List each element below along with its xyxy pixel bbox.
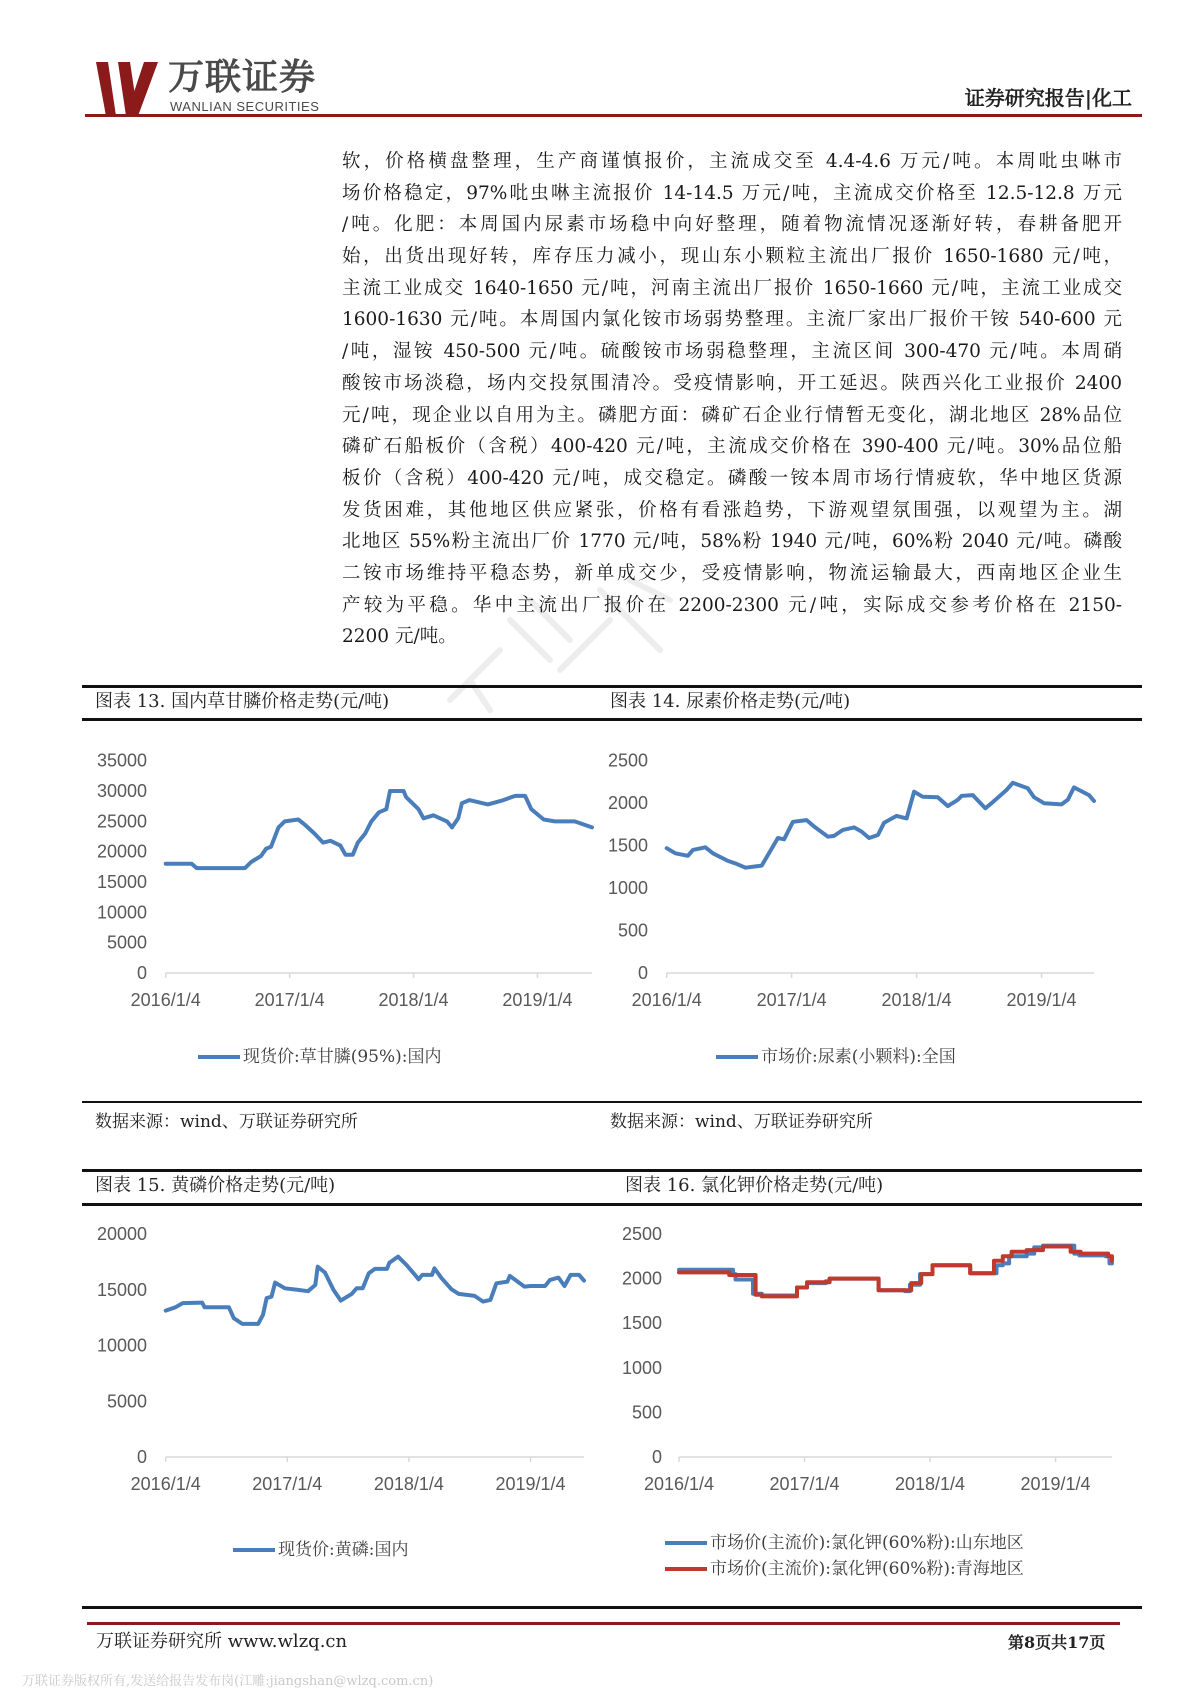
body-line: 磷矿石船板价（含税）400-420 元/吨，主流成交价格在 390-400 元/吨。30%品位船 [342, 436, 1122, 458]
report-type: 证券研究报告|化工 [964, 86, 1132, 110]
figure-13-title: 图表 13. 国内草甘膦价格走势(元/吨) [95, 691, 390, 712]
logo-text: 万联证券 [168, 57, 317, 98]
y-tick-label: 2500 [621, 1224, 662, 1244]
x-tick-label: 2019/1/4 [502, 990, 573, 1010]
x-tick-label: 2019/1/4 [495, 1474, 566, 1494]
figure-13-source: 数据来源：wind、万联证券研究所 [95, 1112, 358, 1132]
y-tick-label: 2500 [607, 750, 648, 771]
x-tick-label: 2016/1/4 [643, 1474, 715, 1494]
y-tick-label: 10000 [96, 902, 147, 923]
figure-bottom-rule [82, 1101, 1142, 1103]
y-tick-label: 20000 [96, 1224, 147, 1244]
body-line: /吨，湿铵 450-500 元/吨。硫酸铵市场弱稳整理，主流区间 300-470 元/吨。本周硝 [342, 341, 1122, 363]
y-tick-label: 2000 [621, 1268, 662, 1289]
y-tick-label: 0 [651, 1447, 662, 1467]
y-tick-label: 0 [637, 963, 648, 983]
y-tick-label: 25000 [96, 811, 147, 832]
series-line-fig15-0 [166, 1257, 584, 1324]
figure-top-rule [82, 1169, 1142, 1172]
body-line: 酸铵市场淡稳，场内交投氛围清冷。受疫情影响，开工延迟。陕西兴化工业报价 2400 [342, 372, 1122, 394]
legend-label: 现货价:黄磷:国内 [278, 1540, 409, 1560]
legend-label: 市场价(主流价):氯化钾(60%粉):青海地区 [710, 1559, 1024, 1579]
body-line: 北地区 55%粉主流出厂价 1770 元/吨，58%粉 1940 元/吨，60%粉 2040 元/吨。磷酸 [342, 531, 1122, 553]
footer-divider [87, 1622, 1120, 1625]
y-tick-label: 1000 [621, 1357, 662, 1378]
y-tick-label: 20000 [96, 841, 147, 862]
x-tick-label: 2017/1/4 [769, 1474, 840, 1494]
y-tick-label: 30000 [96, 781, 147, 802]
x-tick-label: 2016/1/4 [130, 1474, 201, 1494]
x-tick-label: 2017/1/4 [252, 1474, 323, 1494]
legend-label: 现货价:草甘膦(95%):国内 [243, 1047, 442, 1067]
legend-label: 市场价(主流价):氯化钾(60%粉):山东地区 [710, 1533, 1024, 1553]
x-tick-label: 2016/1/4 [130, 990, 201, 1010]
body-line: 发货困难，其他地区供应紧张，价格有看涨趋势，下游观望氛围强，以观望为主。湖 [342, 499, 1122, 521]
x-tick-label: 2018/1/4 [378, 990, 449, 1010]
body-line: 1600-1630 元/吨。本周国内氯化铵市场弱势整理。主流厂家出厂报价干铵 540-600 元 [342, 309, 1122, 331]
legend-swatch [716, 1055, 758, 1059]
y-tick-label: 15000 [96, 1279, 147, 1300]
figure-15-title: 图表 15. 黄磷价格走势(元/吨) [95, 1175, 336, 1196]
body-line: 板价（含税）400-420 元/吨，成交稳定。磷酸一铵本周市场行情疲软，华中地区货源 [342, 467, 1122, 489]
x-tick-label: 2019/1/4 [1020, 1474, 1091, 1494]
x-tick-label: 2019/1/4 [1006, 990, 1077, 1010]
series-line-fig16-1 [679, 1247, 1112, 1297]
x-tick-label: 2017/1/4 [254, 990, 325, 1010]
figure-16-title: 图表 16. 氯化钾价格走势(元/吨) [625, 1175, 884, 1196]
y-tick-label: 35000 [96, 750, 147, 771]
x-tick-label: 2017/1/4 [756, 990, 827, 1010]
footer-org: 万联证券研究所 www.wlzq.cn [96, 1631, 348, 1652]
page-number: 第8页共17页 [1008, 1633, 1106, 1652]
body-line: 2200 元/吨。 [342, 626, 457, 648]
series-line-fig13-0 [166, 791, 592, 868]
legend-fig16-shandong [665, 1532, 1024, 1554]
legend-fig13 [198, 1046, 442, 1068]
x-tick-label: 2018/1/4 [373, 1474, 444, 1494]
legend-swatch [665, 1541, 707, 1545]
body-line: 主流工业成交 1640-1650 元/吨，河南主流出厂报价 1650-1660 元/吨，主流工业成交 [342, 277, 1122, 299]
logo-subtitle: WANLIAN SECURITIES [170, 99, 320, 114]
y-tick-label: 0 [136, 1447, 147, 1467]
y-tick-label: 1500 [607, 835, 648, 856]
legend-fig15 [233, 1539, 408, 1561]
body-line: 二铵市场维持平稳态势，新单成交少，受疫情影响，物流运输最大，西南地区企业生 [342, 562, 1122, 584]
body-line: /吨。化肥：本周国内尿素市场稳中向好整理，随着物流情况逐渐好转，春耕备肥开 [342, 214, 1122, 236]
y-tick-label: 5000 [106, 1391, 147, 1412]
copyright-notice: 万联证券版权所有,发送给报告发布岗(江雕:jiangshan@wlzq.com.cn) [22, 1674, 434, 1689]
body-line: 软，价格横盘整理，生产商谨慎报价，主流成交至 4.4-4.6 万元/吨。本周吡虫啉市 [342, 151, 1122, 172]
figure-14-title: 图表 14. 尿素价格走势(元/吨) [610, 691, 851, 712]
body-line: 元/吨，现企业以自用为主。磷肥方面：磷矿石企业行情暂无变化，湖北地区 28%品位 [342, 404, 1122, 426]
y-tick-label: 15000 [96, 872, 147, 893]
figure-14-source: 数据来源：wind、万联证券研究所 [610, 1112, 873, 1132]
legend-label: 市场价:尿素(小颗料):全国 [761, 1047, 956, 1067]
y-tick-label: 1500 [621, 1313, 662, 1334]
legend-swatch [233, 1548, 275, 1552]
x-tick-label: 2018/1/4 [881, 990, 952, 1010]
body-line: 场价格稳定，97%吡虫啉主流报价 14-14.5 万元/吨，主流成交价格至 12.5-12.8 万元 [342, 182, 1122, 204]
body-line: 产较为平稳。华中主流出厂报价在 2200-2300 元/吨，实际成交参考价格在 2150- [342, 594, 1122, 616]
body-line: 始，出货出现好转，库存压力减小，现山东小颗粒主流出厂报价 1650-1680 元/吨， [342, 246, 1122, 268]
y-tick-label: 500 [631, 1402, 662, 1423]
y-tick-label: 2000 [607, 793, 648, 814]
legend-swatch [198, 1055, 240, 1059]
y-tick-label: 1000 [607, 878, 648, 899]
y-tick-label: 500 [617, 920, 648, 941]
y-tick-label: 10000 [96, 1335, 147, 1356]
x-tick-label: 2018/1/4 [894, 1474, 966, 1494]
series-line-fig14-0 [667, 783, 1094, 868]
y-tick-label: 0 [136, 963, 147, 983]
series-line-fig16-0 [679, 1246, 1112, 1296]
legend-fig14 [716, 1046, 956, 1068]
figure-bottom-rule [82, 1606, 1142, 1609]
legend-fig16-qinghai [665, 1558, 1024, 1580]
figure-title-rule [82, 1203, 1142, 1206]
y-tick-label: 5000 [106, 932, 147, 953]
x-tick-label: 2016/1/4 [631, 990, 702, 1010]
legend-swatch [665, 1567, 707, 1571]
